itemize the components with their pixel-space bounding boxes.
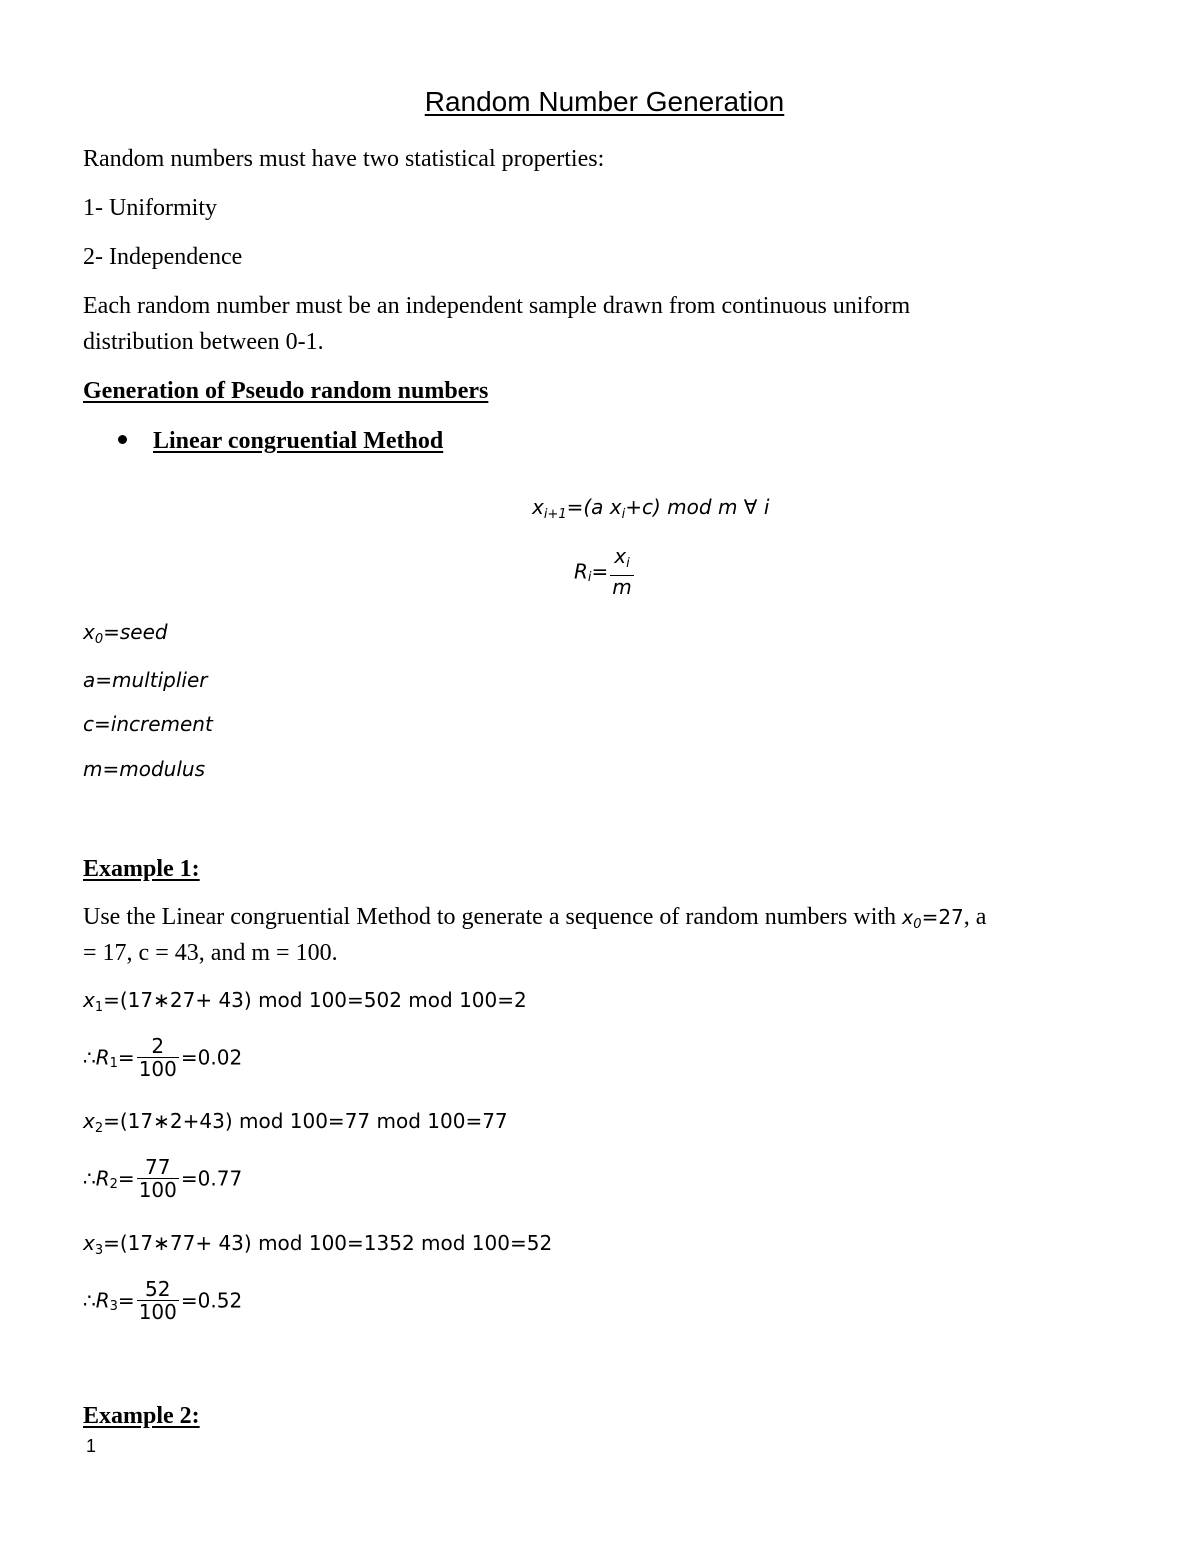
definition-seed: $x_0=seed$ <box>83 620 168 647</box>
definition-modulus: m=modulus <box>83 757 205 781</box>
property-item-uniformity: 1- Uniformity <box>83 195 217 221</box>
bullet-label: Linear congruential Method <box>153 428 444 454</box>
step-x3: $x_3=(17∗77+ 43)$ mod 100=1352 mod 100=52 <box>83 1231 553 1258</box>
step-x1: $x_1=(17∗27+ 43)$ mod 100=502 mod 100=2 <box>83 988 527 1015</box>
step-r3: $\therefore R_3=$ $\frac{52}{100}$ =0.52 <box>83 1277 243 1324</box>
step-r1: $\therefore R_1=$ $\frac{2}{100}$ =0.02 <box>83 1034 243 1081</box>
definition-increment: c=increment <box>83 712 213 736</box>
section-heading: Generation of Pseudo random numbers <box>83 378 489 404</box>
recurrence-formula: $x_{i+1}=(a$ $x_i+c$) mod m ∀ i <box>532 495 770 522</box>
step-r2: $\therefore R_2=$ $\frac{77}{100}$ =0.77 <box>83 1155 243 1202</box>
paragraph-line-2: distribution between 0-1. <box>83 329 324 355</box>
property-item-independence: 2- Independence <box>83 244 243 270</box>
definition-multiplier: a=multiplier <box>83 668 208 692</box>
page-title: Random Number Generation <box>424 86 785 117</box>
intro-line: Random numbers must have two statistical properties: <box>83 146 605 172</box>
page-number: 1 <box>86 1436 97 1456</box>
ri-formula: $R_i=$ $\frac{x_i}{m}$ <box>574 544 632 599</box>
step-x2: $x_2=(17∗2+43)$ mod 100=77 mod 100=77 <box>83 1109 508 1136</box>
example1-prompt-line-1: Use the Linear congruential Method to generate a sequence of random numbers with $x_0=27$, a <box>83 904 987 932</box>
example2-heading: Example 2: <box>83 1403 200 1429</box>
example1-heading: Example 1: <box>83 856 200 882</box>
example1-prompt-line-2: = 17, c = 43, and m = 100. <box>83 940 338 966</box>
paragraph-line-1: Each random number must be an independent sample drawn from continuous uniform <box>83 293 911 319</box>
bullet-dot-icon <box>118 435 127 444</box>
